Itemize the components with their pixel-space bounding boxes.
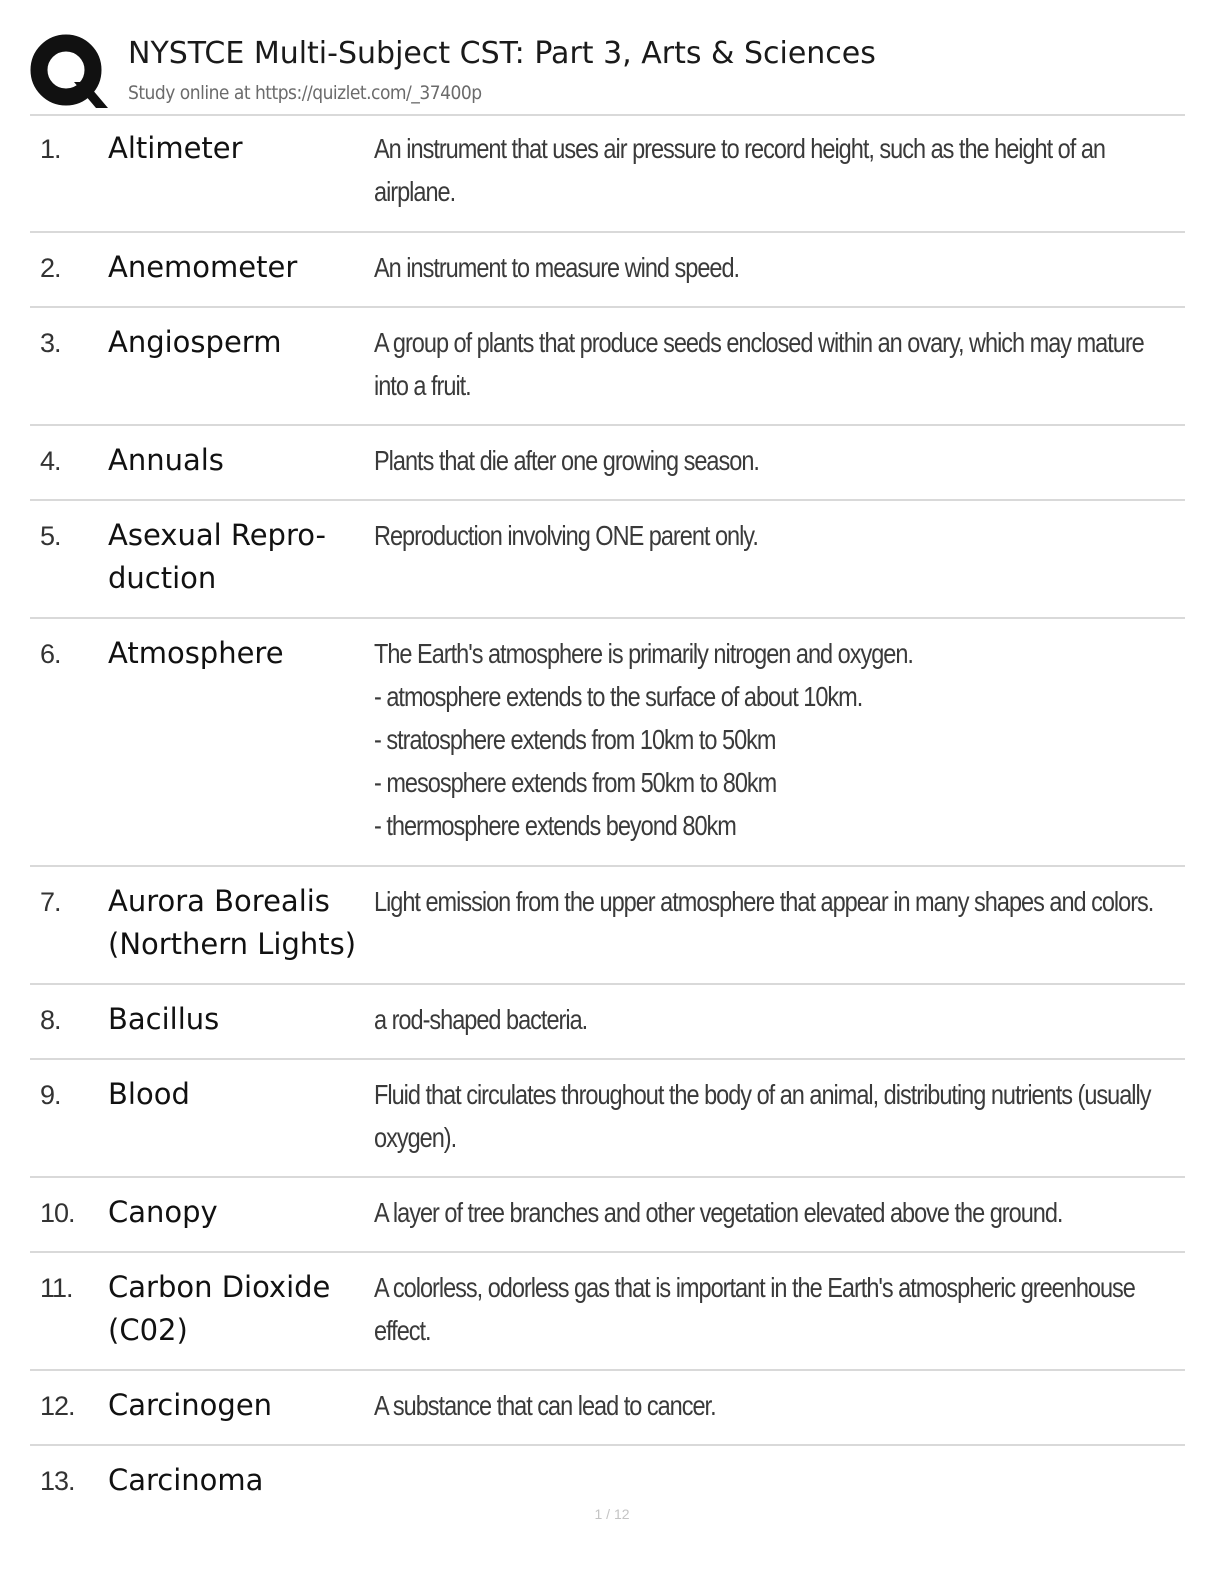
- term-label: Altimeter: [108, 131, 243, 165]
- term-row-7: [30, 867, 1185, 985]
- term-definition: A layer of tree branches and other vegetation elevated above the ground.: [374, 1197, 1063, 1228]
- term-row-5: [30, 501, 1185, 619]
- term-label: Angiosperm: [108, 325, 282, 359]
- term-definition: Plants that die after one growing season.: [374, 445, 759, 476]
- term-number: 2.: [40, 253, 61, 283]
- term-definition: An instrument that uses air pressure to record height, such as the height of an airplane.: [374, 133, 1105, 207]
- term-row-11: [30, 1253, 1185, 1371]
- term-definition: Fluid that circulates throughout the body of an animal, distributing nutrients (usually oxygen).: [374, 1079, 1151, 1153]
- quizlet-logo-icon: [30, 32, 108, 110]
- term-row-1: [30, 114, 1185, 233]
- term-label: Carbon Dioxide (C02): [108, 1270, 331, 1347]
- page-header: [30, 28, 1185, 116]
- term-number: 11.: [40, 1273, 73, 1303]
- term-number: 5.: [40, 521, 61, 551]
- term-definition: A colorless, odorless gas that is important in the Earth's atmospheric greenhouse effect.: [374, 1272, 1135, 1346]
- page-title: NYSTCE Multi-Subject CST: Part 3, Arts & Sciences: [128, 36, 876, 71]
- term-number: 10.: [40, 1198, 75, 1228]
- term-definition: A substance that can lead to cancer.: [374, 1390, 716, 1421]
- term-definition: An instrument to measure wind speed.: [374, 252, 740, 283]
- term-label: Blood: [108, 1077, 190, 1111]
- term-number: 3.: [40, 328, 61, 358]
- term-label: Anemometer: [108, 250, 298, 284]
- term-label: Annuals: [108, 443, 224, 477]
- term-row-2: [30, 233, 1185, 308]
- term-definition: a rod-shaped bacteria.: [374, 1004, 588, 1035]
- page-number: 1 / 12: [594, 1506, 630, 1522]
- term-row-4: [30, 426, 1185, 501]
- term-number: 8.: [40, 1005, 61, 1035]
- term-number: 13.: [40, 1466, 75, 1496]
- term-row-8: [30, 985, 1185, 1060]
- term-label: Asexual Repro- duction: [108, 518, 326, 595]
- term-number: 12.: [40, 1391, 75, 1421]
- term-definition: Light emission from the upper atmosphere that appear in many shapes and colors.: [374, 886, 1154, 917]
- term-definition: Reproduction involving ONE parent only.: [374, 520, 758, 551]
- term-label: Canopy: [108, 1195, 218, 1229]
- term-label: Atmosphere: [108, 636, 284, 670]
- term-number: 7.: [40, 887, 61, 917]
- term-row-6: [30, 619, 1185, 867]
- term-number: 6.: [40, 639, 61, 669]
- term-number: 4.: [40, 446, 61, 476]
- term-list: [30, 114, 1185, 1521]
- term-definition: A group of plants that produce seeds enclosed within an ovary, which may mature into a fruit.: [374, 327, 1144, 401]
- term-definition: The Earth's atmosphere is primarily nitrogen and oxygen. - atmosphere extends to the surface of about 10km. - stratosphere extends from 10km to 50km - mesosphere extends from 50km to 80km - thermosphere extends beyond 80km: [374, 638, 913, 841]
- term-row-9: [30, 1060, 1185, 1178]
- term-number: 9.: [40, 1080, 61, 1110]
- term-label: Bacillus: [108, 1002, 220, 1036]
- term-label: Aurora Borealis (Northern Lights): [108, 884, 357, 961]
- term-label: Carcinogen: [108, 1388, 273, 1422]
- term-row-3: [30, 308, 1185, 426]
- term-label: Carcinoma: [108, 1463, 264, 1497]
- study-online-link[interactable]: Study online at https://quizlet.com/_37400p: [128, 82, 482, 104]
- term-row-10: [30, 1178, 1185, 1253]
- term-row-12: [30, 1371, 1185, 1446]
- term-number: 1.: [40, 134, 61, 164]
